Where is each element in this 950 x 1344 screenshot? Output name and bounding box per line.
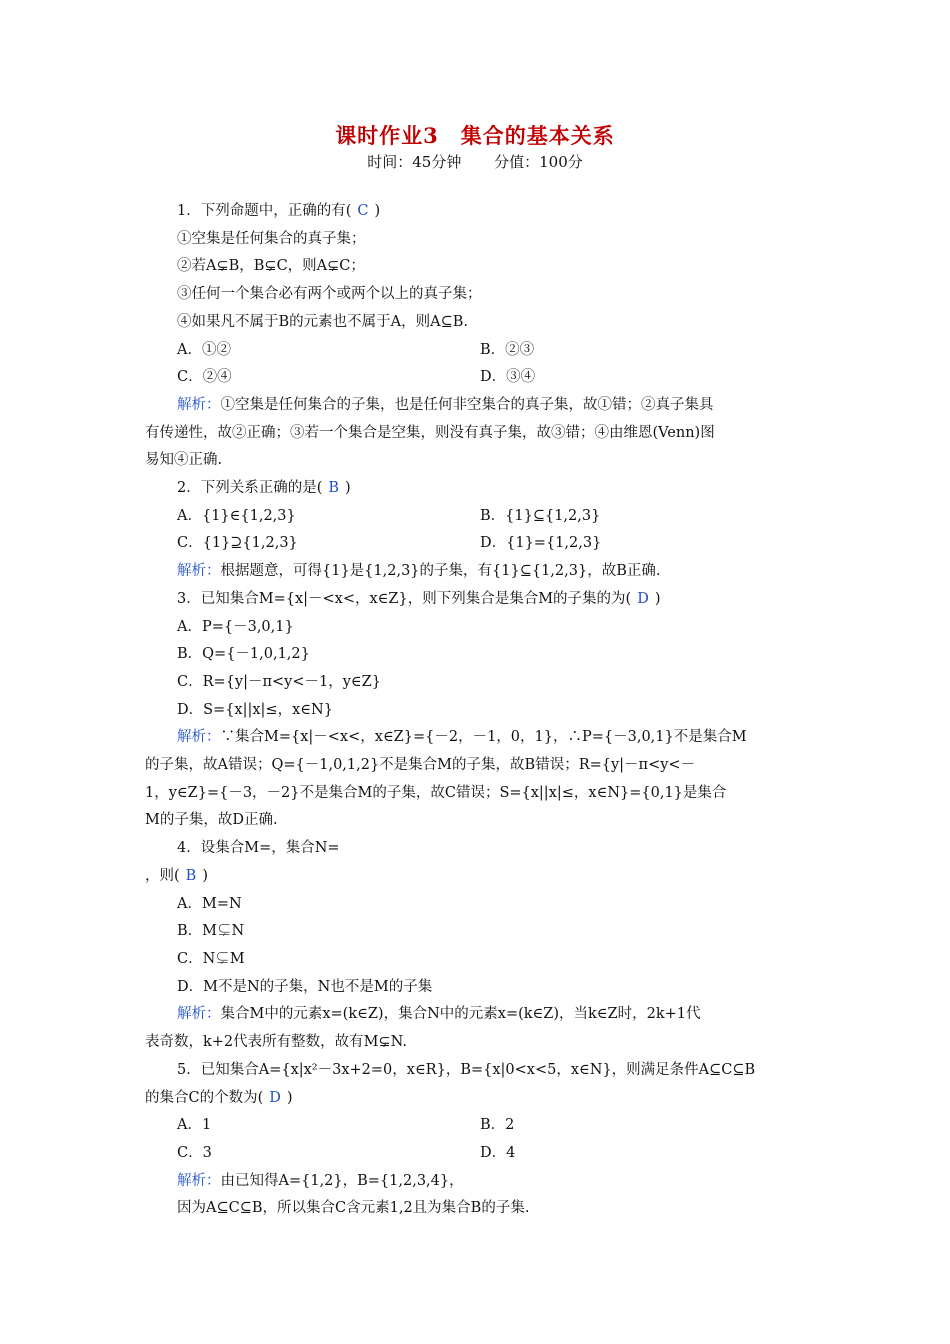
question-5-answer: D (269, 1089, 281, 1106)
analysis-label: 解析： (177, 1006, 221, 1023)
question-3-stem: 3．已知集合M={x|－<x<，x∈Z}，则下列集合是集合M的子集的为( D ) (177, 590, 661, 607)
question-5-options (145, 1140, 813, 1168)
option: C．②④ (177, 369, 232, 386)
option: B．{1}⊆{1,2,3} (480, 507, 601, 524)
question-1-options (145, 337, 813, 365)
option: D．③④ (480, 369, 536, 386)
question-1-answer: C (357, 203, 369, 219)
question-4-analysis: 解析：集合M中的元素x=(k∈Z)，集合N中的元素x=(k∈Z)，当k∈Z时，2k+1代 (177, 1006, 701, 1023)
question-1-stem: 1．下列命题中，正确的有( C ) (177, 203, 381, 219)
question-3-answer: D (637, 590, 649, 607)
option: B．Q={－1,0,1,2} (177, 646, 310, 663)
option: B．2 (480, 1117, 515, 1134)
option: C．3 (177, 1144, 212, 1161)
analysis-label: 解析： (177, 563, 221, 580)
question-4-stem-cont: ，则( B ) (145, 867, 208, 884)
question-3-analysis: 解析：∵集合M={x|－<x<，x∈Z}={－2，－1，0，1}，∴P={－3,0,1}不是集合M (177, 729, 747, 746)
question-4-answer: B (185, 867, 197, 884)
question-2-answer: B (328, 480, 340, 497)
question-1-options (145, 364, 813, 392)
analysis-line: 1，y∈Z}={－3，－2}不是集合M的子集，故C错误；S={x||x|≤，x∈N}={0,1}是集合 (145, 784, 727, 801)
question-1-statement: ③任何一个集合必有两个或两个以上的真子集； (177, 286, 482, 303)
analysis-label: 解析： (177, 1172, 221, 1189)
question-1-statement: ④如果凡不属于B的元素也不属于A，则A⊆B. (177, 313, 469, 330)
option: B．②③ (480, 341, 535, 358)
question-1-statement: ①空集是任何集合的真子集； (177, 230, 366, 247)
question-5-analysis: 解析：由已知得A={1,2}，B={1,2,3,4}， (177, 1172, 464, 1189)
question-5-stem-cont: 的集合C的个数为( D ) (145, 1089, 293, 1106)
analysis-label: 解析： (177, 396, 221, 413)
question-5-stem: 5．已知集合A={x|x²－3x+2=0，x∈R}，B={x|0<x<5，x∈N}，则满足条件A⊆C⊆B (177, 1061, 756, 1078)
question-1-analysis: 解析：①空集是任何集合的子集，也是任何非空集合的真子集，故①错；②真子集具 (177, 396, 714, 413)
exercise-body (145, 198, 813, 1223)
analysis-line: 表奇数，k+2代表所有整数，故有M⊊N. (145, 1034, 408, 1051)
question-1-statement: ②若A⊊B，B⊊C，则A⊊C； (177, 258, 365, 275)
analysis-line: 因为A⊆C⊆B，所以集合C含元素1,2且为集合B的子集. (177, 1200, 530, 1217)
analysis-line: 的子集，故A错误；Q={－1,0,1,2}不是集合M的子集，故B错误；R={y|－π<y<－ (145, 757, 696, 774)
analysis-label: 解析： (177, 729, 221, 746)
option: D．S={x||x|≤，x∈N} (177, 701, 333, 718)
page-subtitle (0, 151, 950, 172)
option: C．N⊊M (177, 950, 245, 967)
option: A．1 (177, 1117, 212, 1134)
question-2-stem: 2．下列关系正确的是( B ) (177, 480, 351, 497)
question-4-stem: 4．设集合M=，集合N= (177, 840, 340, 857)
option: D．M不是N的子集，N也不是M的子集 (177, 978, 433, 995)
question-2-options (145, 503, 813, 531)
option: A．{1}∈{1,2,3} (177, 507, 296, 524)
time-limit: 时间：45分钟 (367, 153, 462, 171)
option: C．R={y|－π<y<－1，y∈Z} (177, 673, 381, 690)
question-2-options (145, 530, 813, 558)
option: D．{1}={1,2,3} (480, 535, 602, 552)
total-score: 分值：100分 (494, 153, 583, 171)
analysis-line: M的子集，故D正确. (145, 812, 278, 829)
question-5-options (145, 1112, 813, 1140)
analysis-line: 有传递性，故②正确；③若一个集合是空集，则没有真子集，故③错；④由维恩(Venn)图 (145, 424, 715, 441)
option: C．{1}⊇{1,2,3} (177, 535, 298, 552)
option: B．M⊊N (177, 923, 245, 940)
page-title: 课时作业3 集合的基本关系 (335, 123, 615, 148)
option: D．4 (480, 1144, 516, 1161)
option: A．①② (177, 341, 231, 358)
question-2-analysis: 解析：根据题意，可得{1}是{1,2,3}的子集，有{1}⊆{1,2,3}，故B正确. (177, 563, 661, 580)
analysis-line: 易知④正确. (145, 452, 223, 469)
option: A．M=N (177, 895, 242, 912)
option: A．P={－3,0,1} (177, 618, 294, 635)
